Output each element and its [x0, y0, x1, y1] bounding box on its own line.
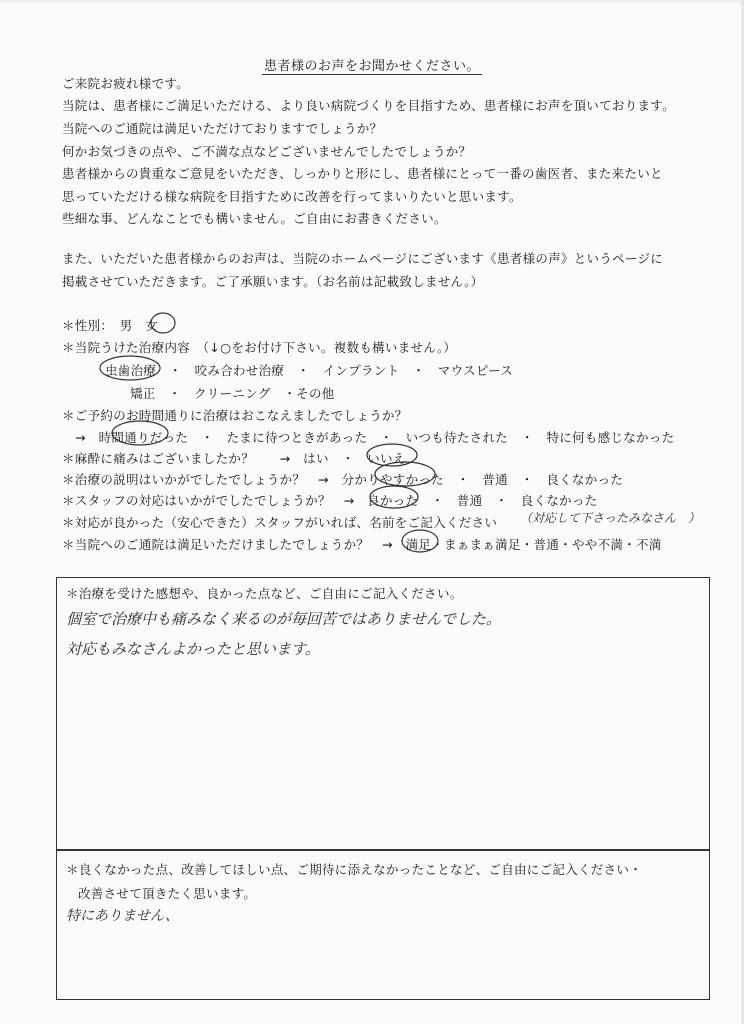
improvements-label-line-2: 改善させて頂きたく思います。	[78, 886, 257, 901]
intro-line-6: 思っていただける様な病院を目指すために改善を行ってまいりたいと思います。	[62, 189, 522, 204]
impressions-handwriting-line-2: 対応もみなさんよかったと思います。	[66, 640, 320, 658]
intro-line-1: ご来院お疲れ様です。	[62, 76, 190, 91]
title-text: 患者様のお声をお聞かせください。	[263, 59, 480, 74]
intro-line-4: 何かお気づきの点や、ご不満な点などございませんでしたでしょうか？	[62, 144, 472, 159]
improvements-label-line-1: ＊良くなかった点、改善してほしい点、ご期待に添えなかったことなど、ご自由にご記入ください・	[66, 862, 643, 877]
time-question: ＊ご予約のお時間通りに治療はおこなえましたでしょうか？	[62, 408, 408, 423]
intro-line-7: 些細な事、どんなことでも構いません。ご自由にお書きください。	[62, 211, 447, 226]
notice-line-2: 掲載させていただきます。ご了承願います。（お名前は記載致しません。）	[62, 274, 484, 289]
explanation-question: ＊治療の説明はいかがでしたでしょうか？ → 分かりやすかった ・ 普通 ・ 良くなかった	[62, 472, 624, 487]
impressions-handwriting-line-1: 個室で治療中も痛みなく来るのが毎回苦ではありませんでした。	[66, 610, 502, 628]
satisfaction-question: ＊当院へのご通院は満足いただけましたでしょうか？ → 満足・まぁまぁ満足・普通・やや不満・不満	[62, 537, 662, 552]
pain-question: ＊麻酔に痛みはございましたか？ → はい ・ いいえ	[62, 451, 406, 466]
treatment-options-row-1: 虫歯治療 ・ 咬み合わせ治療 ・ インプラント ・ マウスピース	[105, 363, 514, 378]
treatment-options-row-2: 矯正 ・ クリーニング ・その他	[130, 386, 335, 401]
page-title	[0, 55, 744, 74]
impressions-label: ＊治療を受けた感想や、良かった点など、ご自由にご記入ください。	[66, 586, 463, 601]
good-staff-question: ＊対応が良かった（安心できた）スタッフがいれば、名前をご記入ください	[62, 515, 498, 530]
good-staff-handwritten-answer: （対応して下さったみなさん ）	[520, 511, 701, 525]
intro-line-3: 当院へのご通院は満足いただけておりますでしょうか？	[62, 121, 383, 136]
improvements-handwriting: 特にありません、	[66, 908, 179, 924]
time-answers: → 時間通りだった ・ たまに待つときがあった ・ いつも待たされた ・ 特に何も感じなかった	[75, 430, 675, 445]
intro-line-2: 当院は、患者様にご満足いただける、より良い病院づくりを目指すため、患者様にお声を頂いております。	[62, 98, 675, 113]
intro-line-5: 患者様からの貴重なご意見をいただき、しっかりと形にし、患者様にとって一番の歯医者、また来たいと	[62, 166, 663, 181]
gender-question: ＊性別： 男 女	[62, 318, 159, 333]
notice-line-1: また、いただいた患者様からのお声は、当院のホームページにございます《患者様の声》というページに	[62, 251, 664, 266]
staff-question: ＊スタッフの対応はいかがでしたでしょうか？ → 良かった ・ 普通 ・ 良くなかった	[62, 493, 598, 508]
treatment-question: ＊当院うけた治療内容 （↓○をお付け下さい。複数も構いません。）	[62, 340, 457, 355]
